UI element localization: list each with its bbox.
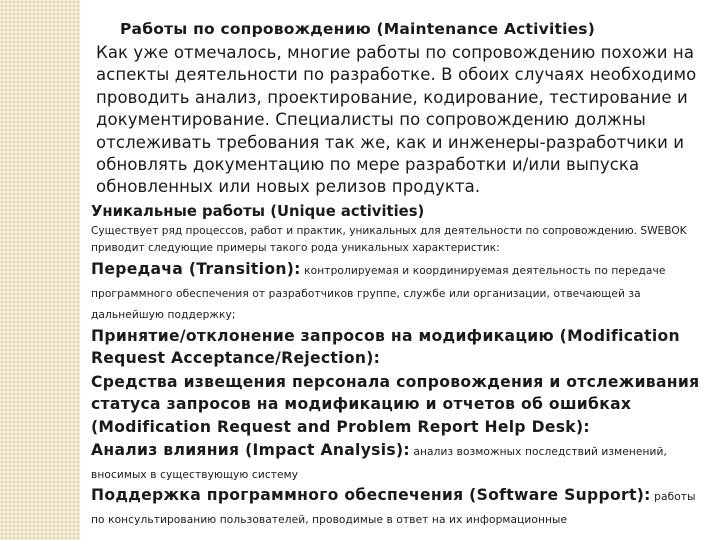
activity-software-support [91,484,703,528]
activity-description: контролируемая и координируемая деятельность по передаче программного обеспечения от разработчиков группе, службе или организации, отвечающей за дальнейшую поддержку; [91,265,666,321]
main-content [91,202,703,528]
decorative-side-stripe [0,0,80,540]
activity-impact-analysis [91,439,703,483]
unique-activities-title: Уникальные работы (Unique activities) [91,203,425,220]
unique-activities-text: Существует ряд процессов, работ и практик, уникальных для деятельности по сопровождению. SWEBOK приводит следующие примеры такого рода уникальных характеристик: [91,225,687,254]
activity-description: : [373,349,381,367]
activity-modification-request [91,325,703,370]
activity-description: анализ возможных последствий изменений, вносимых в существующую систему [91,446,667,481]
activity-description: работы по консультированию пользователей, проводимые в ответ на их информационные [91,491,696,526]
activity-title: Передача (Transition): [91,260,301,278]
intro-paragraph: Как уже отмечалось, многие работы по сопровождению похожи на аспекты деятельности по разработке. В обоих случаях необходимо проводить анализ, проектирование, кодирование, тестирование и документирование. Специалисты по сопровождению должны отслеживать требования так же, как и инженеры-разработчики и обновлять документацию по мере разработки и/или выпуска обновленных или новых релизов продукта. [96,43,697,197]
activity-title: Средства извещения персонала сопровождения и отслеживания статуса запросов на модификацию и отчетов об ошибках (Modification Request and Problem Report Help Desk) [91,372,700,436]
activity-help-desk [91,371,703,439]
activity-title: Поддержка программного обеспечения (Software Support): [91,486,651,504]
activity-title: Анализ влияния (Impact Analysis): [91,441,410,459]
activity-title: Принятие/отклонение запросов на модификацию (Modification Request Acceptance/Rejection) [91,326,680,367]
slide-heading: Работы по сопровождению (Maintenance Activities) [120,20,596,38]
activity-transition [91,258,703,324]
activity-description: : [583,417,590,436]
